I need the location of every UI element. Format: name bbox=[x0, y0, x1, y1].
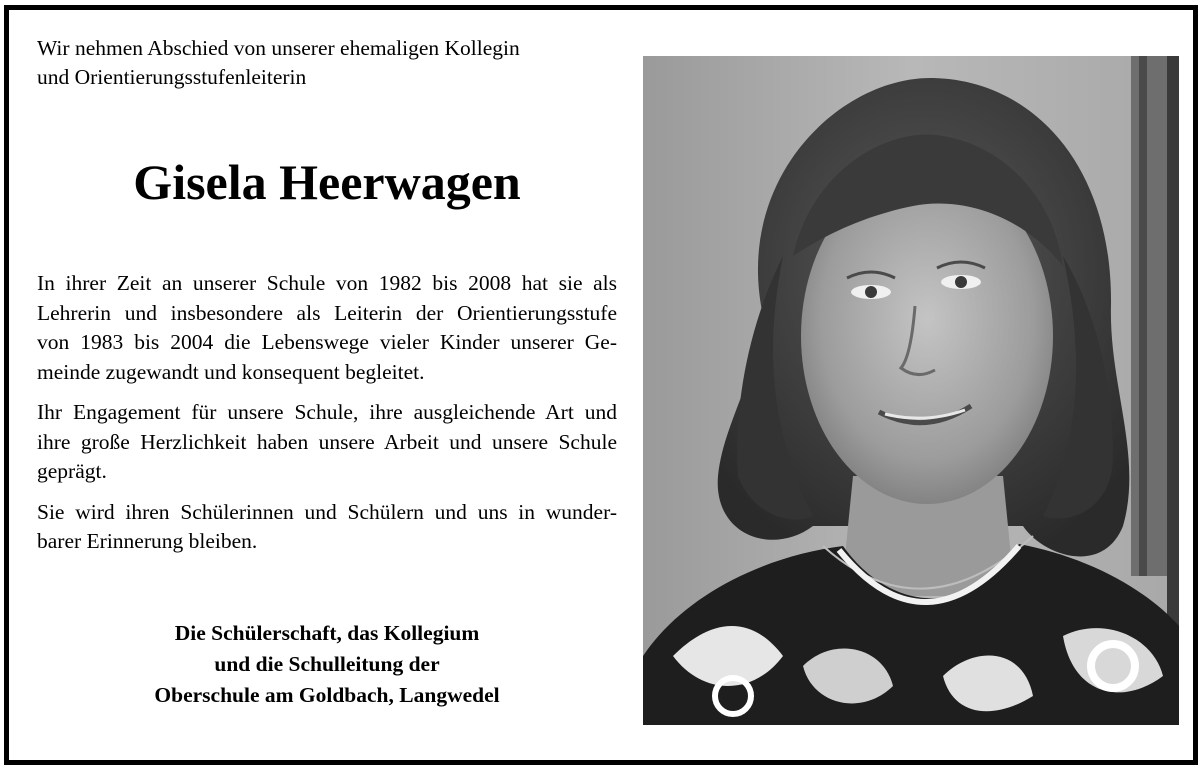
deceased-name: Gisela Heerwagen bbox=[133, 154, 521, 210]
paragraph-line: Lehrerin und insbesondere als Leiterin der Orientierungsstufe bbox=[37, 300, 617, 325]
intro-text bbox=[37, 34, 617, 92]
signature-block bbox=[37, 618, 617, 711]
paragraph-2 bbox=[37, 398, 617, 487]
paragraph-line: Ihr Engagement für unsere Schule, ihre ausgleichende Art und bbox=[37, 400, 617, 424]
signature-line-2: und die Schulleitung der bbox=[214, 652, 440, 676]
signature-line-1: Die Schülerschaft, das Kollegium bbox=[174, 621, 480, 645]
signature-line-3: Oberschule am Goldbach, Langwedel bbox=[154, 683, 500, 707]
paragraph-line: In ihrer Zeit an unserer Schule von 1982 bis 2008 hat sie als bbox=[37, 271, 617, 295]
obituary-frame bbox=[4, 5, 1198, 765]
portrait-photo bbox=[643, 56, 1179, 725]
portrait-illustration bbox=[643, 56, 1179, 725]
paragraph-line: Sie wird ihren Schülerinnen und Schülern und uns in wunder- bbox=[37, 499, 617, 524]
paragraph-1 bbox=[37, 269, 617, 387]
paragraph-line: ihre große Herzlichkeit haben unsere Arbeit und unsere Schule bbox=[37, 429, 617, 454]
paragraph-line: von 1983 bis 2004 die Lebenswege vieler Kinder unserer Ge- bbox=[37, 330, 617, 354]
paragraph-line: barer Erinnerung bleiben. bbox=[37, 529, 258, 553]
intro-line-1: Wir nehmen Abschied von unserer ehemaligen Kollegin bbox=[37, 36, 520, 60]
intro-line-2: und Orientierungsstufenleiterin bbox=[37, 65, 307, 89]
paragraph-3 bbox=[37, 498, 617, 557]
tribute-body bbox=[37, 269, 617, 568]
paragraph-line: meinde zugewandt und konsequent begleitet. bbox=[37, 359, 425, 384]
paragraph-line: geprägt. bbox=[37, 459, 107, 483]
text-column bbox=[37, 34, 617, 707]
